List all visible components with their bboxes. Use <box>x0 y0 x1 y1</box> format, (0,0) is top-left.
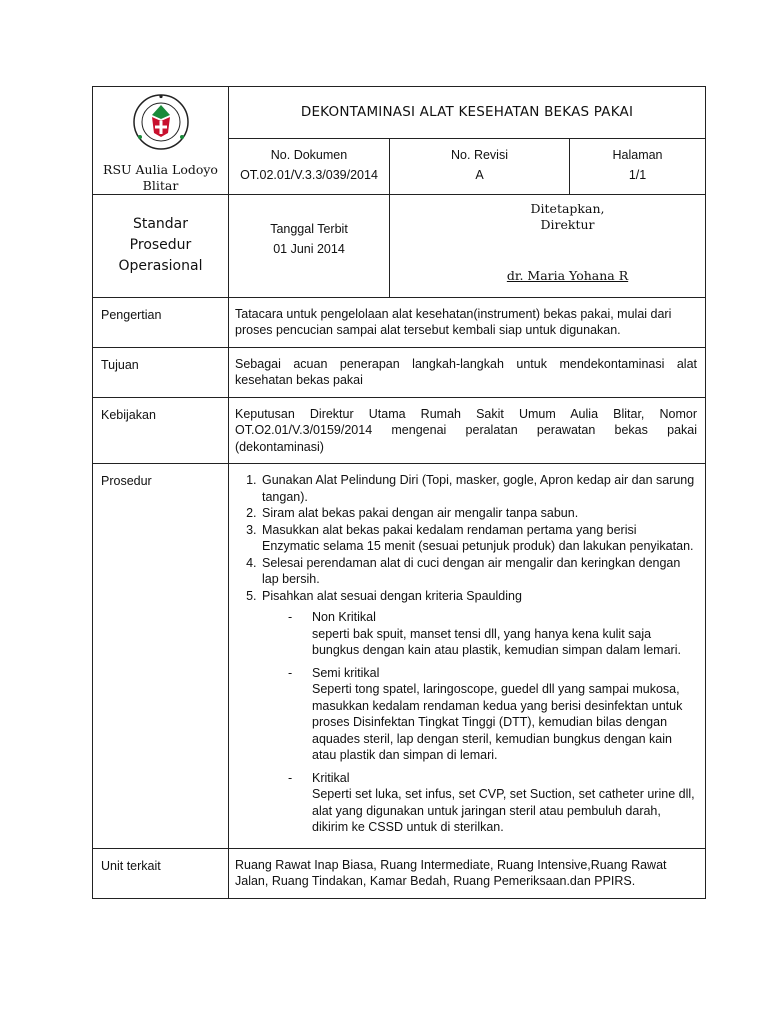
approval-cell <box>390 194 706 297</box>
prosedur-step <box>260 588 697 836</box>
no-revisi-label: No. Revisi <box>451 147 508 162</box>
prosedur-content <box>229 464 706 849</box>
kriteria-desc: Seperti tong spatel, laringoscope, guedel dll yang sampai mukosa, masukkan kedalam rendaman kedua yang berisi desinfektan untuk proses Disinfektan Tingkat Tinggi (DTT), kemudian bilas dengan aquades steril, lap dengan steril, kemudian bungkus dengan kain atau plastik dan simpan di lemari. <box>312 682 683 762</box>
halaman-value: 1/1 <box>628 168 647 183</box>
tanggal-terbit-value: 01 Juni 2014 <box>273 242 345 256</box>
hospital-name-line1: RSU Aulia Lodoyo <box>103 161 218 177</box>
prosedur-step: 4. Selesai perendaman alat di cuci dengan air mengalir dan keringkan dengan lap bersih. <box>260 555 697 588</box>
kriteria-item <box>288 665 697 764</box>
kriteria-title: Non Kritikal <box>312 610 376 624</box>
tanggal-terbit-cell <box>229 194 390 297</box>
kriteria-item <box>288 770 697 836</box>
sop-line1: Standar <box>132 216 189 232</box>
no-dokumen-value: OT.02.01/V.3.3/039/2014 <box>240 168 378 183</box>
prosedur-label: Prosedur <box>93 464 229 849</box>
no-revisi-value: A <box>475 168 484 183</box>
ditetapkan-label: Ditetapkan, <box>530 200 605 216</box>
kriteria-title: Semi kritikal <box>312 665 380 680</box>
sop-label <box>93 194 229 297</box>
pengertian-text: Tatacara untuk pengelolaan alat kesehatan(instrument) bekas pakai, mulai dari proses pencucian sampai alat tersebut kembali siap untuk digunakan. <box>229 297 706 347</box>
signatory-name: dr. Maria Yohana R <box>506 267 629 283</box>
sop-line3: Operasional <box>118 258 203 274</box>
prosedur-step: 2. Siram alat bekas pakai dengan air mengalir tanpa sabun. <box>260 505 697 522</box>
hospital-name-line2: Blitar <box>142 177 179 193</box>
logo-cell <box>93 87 229 195</box>
no-revisi-cell <box>390 138 570 194</box>
halaman-cell <box>570 138 706 194</box>
prosedur-step-text: Pisahkan alat sesuai dengan kriteria Spaulding <box>262 588 522 603</box>
prosedur-step: 3. Masukkan alat bekas pakai kedalam rendaman pertama yang berisi Enzymatic selama 15 menit (sesuai petunjuk produk) dan lakukan penyikatan. <box>260 522 697 555</box>
document-title: DEKONTAMINASI ALAT KESEHATAN BEKAS PAKAI <box>229 87 706 139</box>
tanggal-terbit-label: Tanggal Terbit <box>270 221 348 236</box>
kriteria-dash: - <box>288 610 293 624</box>
direktur-label: Direktur <box>540 217 595 232</box>
kriteria-dash: - <box>288 665 293 680</box>
kriteria-dash: - <box>288 770 293 785</box>
no-dokumen-label: No. Dokumen <box>270 147 348 162</box>
kriteria-desc: seperti bak spuit, manset tensi dll, yang hanya kena kulit saja bungkus dengan kain atau plastik, kemudian simpan dalam lemari. <box>312 626 681 657</box>
kebijakan-label: Kebijakan <box>93 397 229 464</box>
sop-line2: Prosedur <box>129 237 192 253</box>
halaman-label: Halaman <box>612 147 663 162</box>
kriteria-title: Kritikal <box>312 770 350 785</box>
kriteria-desc: Seperti set luka, set infus, set CVP, set Suction, set catheter urine dll, alat yang digunakan untuk jaringan steril atau pembuluh darah, dikirim ke CSSD untuk di sterilkan. <box>312 787 695 834</box>
pengertian-label: Pengertian <box>93 297 229 347</box>
kriteria-list <box>262 609 697 836</box>
kriteria-item <box>288 609 697 659</box>
prosedur-steps <box>235 472 697 836</box>
sop-document <box>92 86 705 899</box>
sop-table <box>92 86 706 899</box>
unit-terkait-text: Ruang Rawat Inap Biasa, Ruang Intermediate, Ruang Intensive,Ruang Rawat Jalan, Ruang Tindakan, Kamar Bedah, Ruang Pemeriksaan.dan PPIRS. <box>229 848 706 898</box>
prosedur-step: 1. Gunakan Alat Pelindung Diri (Topi, masker, gogle, Apron kedap air dan sarung tangan). <box>260 472 697 505</box>
hospital-name <box>93 162 228 194</box>
kebijakan-text: Keputusan Direktur Utama Rumah Sakit Umum Aulia Blitar, Nomor OT.O2.01/V.3/0159/2014 mengenai peralatan perawatan bekas pakai (dekontaminasi) <box>229 397 706 464</box>
tujuan-text: Sebagai acuan penerapan langkah-langkah untuk mendekontaminasi alat kesehatan bekas pakai <box>229 347 706 397</box>
unit-terkait-label: Unit terkait <box>93 848 229 898</box>
no-dokumen-cell <box>229 138 390 194</box>
hospital-logo <box>93 87 228 158</box>
tujuan-label: Tujuan <box>93 347 229 397</box>
